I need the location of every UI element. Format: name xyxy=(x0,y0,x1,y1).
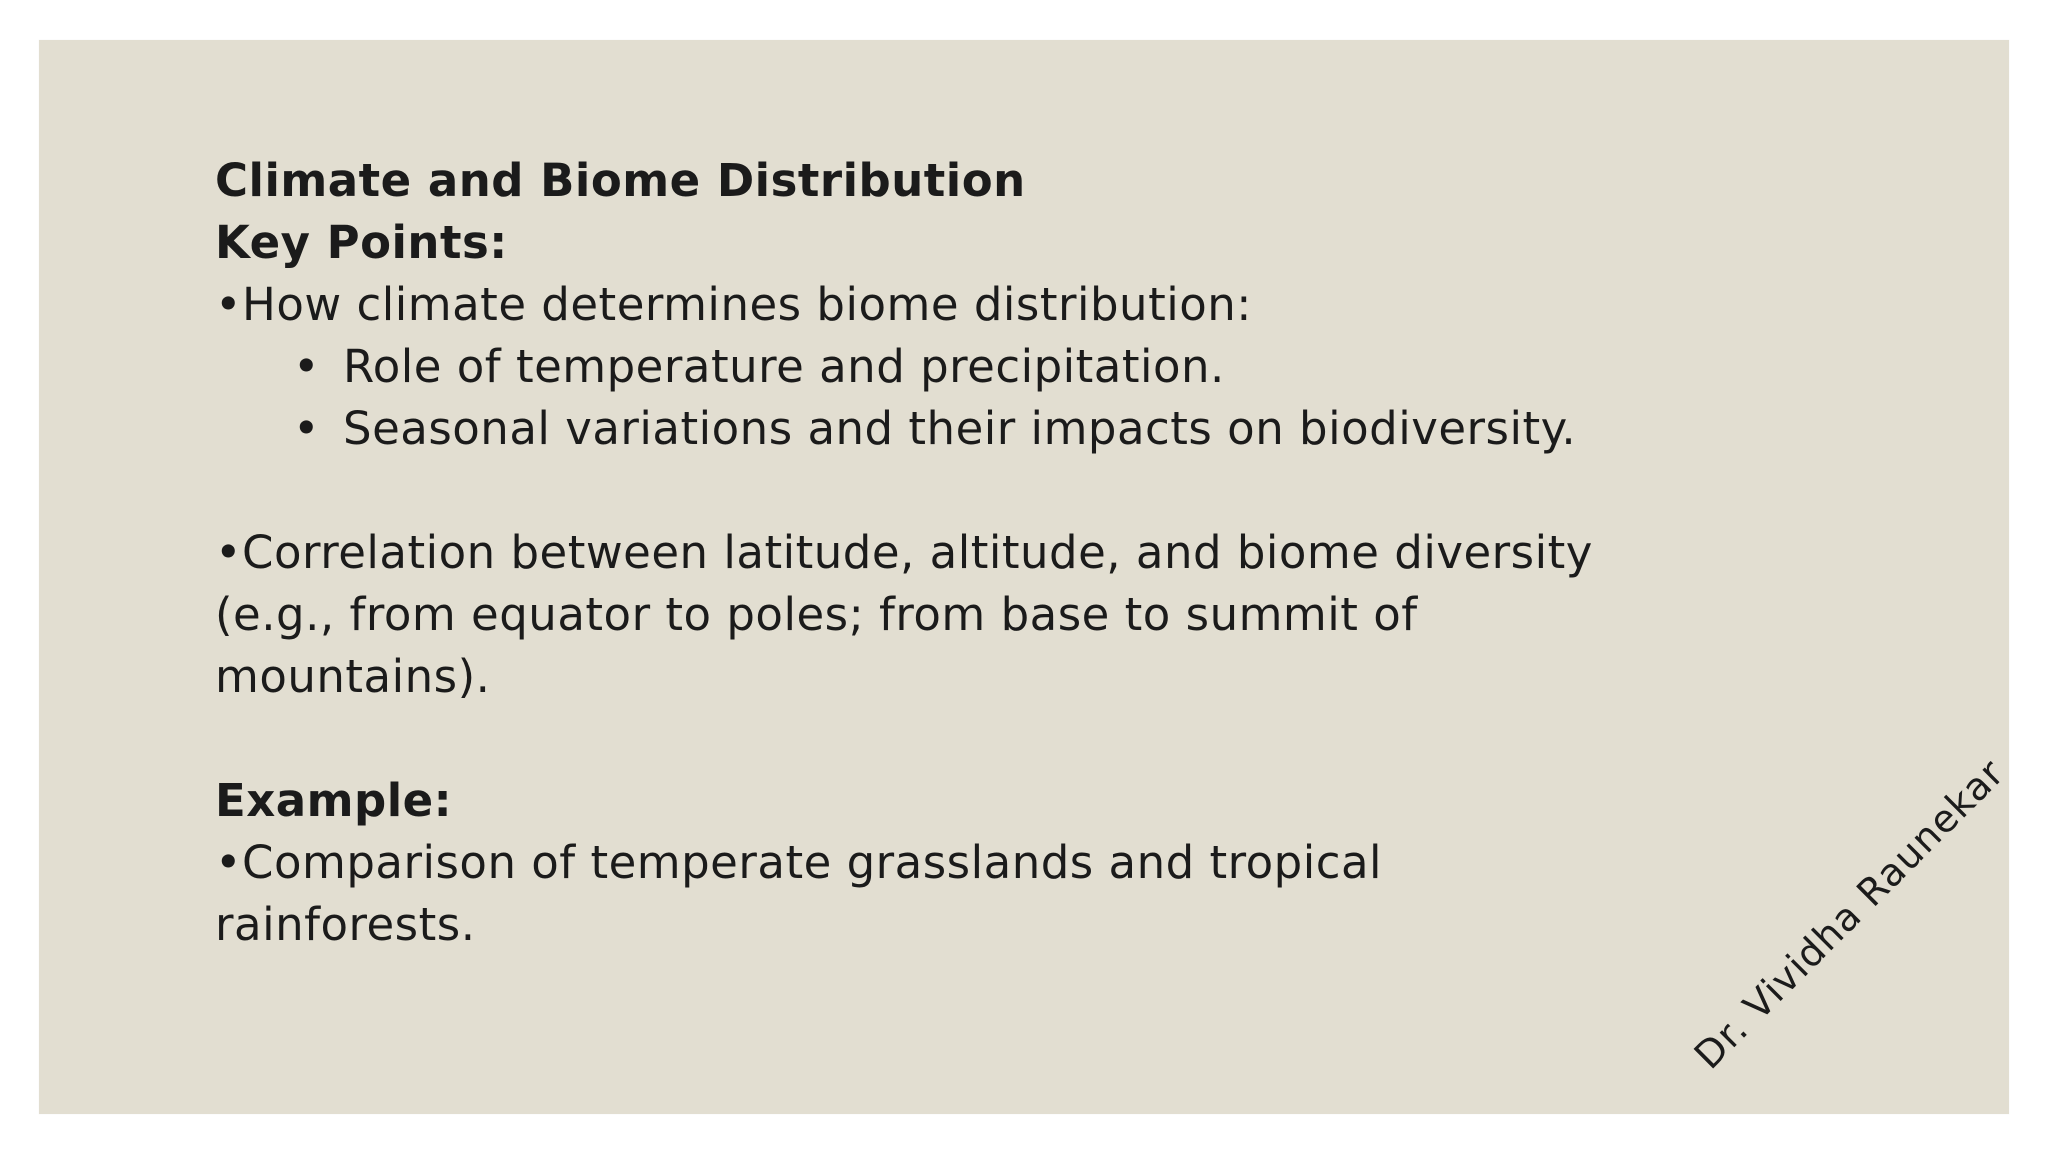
example-line1: •Comparison of temperate grasslands and tropical xyxy=(215,836,1383,889)
sub-bullet-seasonal xyxy=(215,398,1775,460)
example-line2: rainforests. xyxy=(215,898,476,951)
bullet-dot: • xyxy=(293,340,321,393)
slide xyxy=(39,40,2009,1114)
spacer xyxy=(215,460,1775,522)
bullet-correlation-line1: •Correlation between latitude, altitude, and biome diversity xyxy=(215,526,1593,579)
sub-bullet-text: Seasonal variations and their impacts on biodiversity. xyxy=(343,402,1577,455)
bullet-correlation-line2: (e.g., from equator to poles; from base to summit of xyxy=(215,588,1418,641)
key-points-heading: Key Points: xyxy=(215,216,508,269)
slide-content xyxy=(215,150,1775,956)
author-signature: Dr. Vividha Raunekar xyxy=(1685,750,2013,1078)
bullet-correlation-line3: mountains). xyxy=(215,650,491,703)
spacer xyxy=(215,708,1775,770)
sub-bullet-text: Role of temperature and precipitation. xyxy=(343,340,1225,393)
bullet-dot: • xyxy=(293,402,321,455)
example-heading: Example: xyxy=(215,774,453,827)
slide-title: Climate and Biome Distribution xyxy=(215,154,1026,207)
sub-bullet-temperature xyxy=(215,336,1775,398)
bullet-climate-determines: •How climate determines biome distribution: xyxy=(215,278,1252,331)
